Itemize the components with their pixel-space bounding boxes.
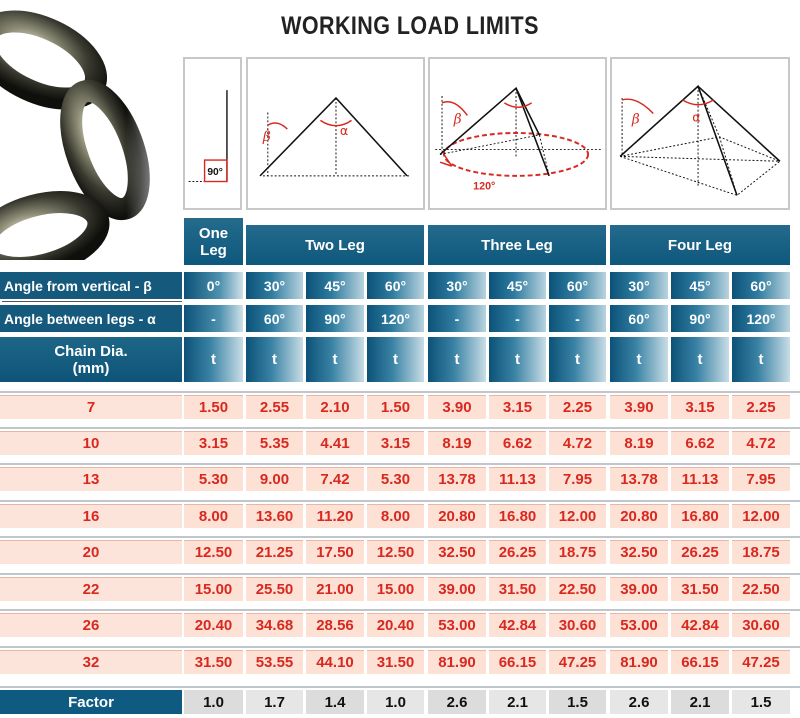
header-four-leg: Four Leg: [610, 225, 790, 265]
load-value-cell: 12.00: [732, 504, 790, 528]
chain-diameter-cell: 13: [0, 467, 182, 491]
angle-120-label: 120°: [473, 180, 496, 193]
load-value-cell: 12.00: [549, 504, 606, 528]
factor-cell: 2.1: [489, 690, 546, 714]
load-value-cell: 5.30: [367, 467, 424, 491]
factor-cell: 1.4: [306, 690, 364, 714]
factor-cell: 1.7: [246, 690, 303, 714]
load-value-cell: 12.50: [367, 540, 424, 564]
load-value-cell: 32.50: [428, 540, 486, 564]
load-value-cell: 11.13: [671, 467, 729, 491]
chain-diameter-cell: 16: [0, 504, 182, 528]
header-one-leg: One Leg: [184, 218, 243, 265]
load-value-cell: 32.50: [610, 540, 668, 564]
load-value-cell: 30.60: [549, 613, 606, 637]
load-value-cell: 5.35: [246, 431, 303, 455]
load-value-cell: 6.62: [671, 431, 729, 455]
unit-cell: t: [549, 337, 606, 382]
angle-vertical-cell: 45°: [671, 272, 729, 299]
load-value-cell: 20.40: [184, 613, 243, 637]
row-band: [0, 500, 800, 502]
angle-between-cell: -: [184, 305, 243, 332]
unit-cell: t: [610, 337, 668, 382]
load-value-cell: 3.90: [610, 395, 668, 419]
load-value-cell: 31.50: [671, 577, 729, 601]
load-value-cell: 47.25: [732, 650, 790, 674]
angle-between-cell: 120°: [367, 305, 424, 332]
row-band: [0, 427, 800, 429]
load-value-cell: 28.56: [306, 613, 364, 637]
angle-vertical-cell: 30°: [428, 272, 486, 299]
alpha-symbol-4: α: [692, 109, 701, 125]
unit-cell: t: [428, 337, 486, 382]
header-chain-diameter: [0, 337, 182, 382]
angle-between-cell: -: [489, 305, 546, 332]
unit-cell: t: [732, 337, 790, 382]
factor-cell: 1.0: [367, 690, 424, 714]
row-separator: [2, 301, 182, 302]
beta-symbol: β: [262, 128, 271, 145]
factor-cell: 1.5: [549, 690, 606, 714]
load-value-cell: 2.55: [246, 395, 303, 419]
angle-between-cell: 90°: [306, 305, 364, 332]
load-value-cell: 66.15: [671, 650, 729, 674]
factor-cell: 2.1: [671, 690, 729, 714]
load-value-cell: 16.80: [671, 504, 729, 528]
four-leg-diagram: [610, 57, 790, 210]
unit-cell: t: [246, 337, 303, 382]
load-value-cell: 81.90: [428, 650, 486, 674]
load-value-cell: 20.80: [610, 504, 668, 528]
load-value-cell: 53.00: [610, 613, 668, 637]
load-value-cell: 53.00: [428, 613, 486, 637]
angle-vertical-cell: 45°: [489, 272, 546, 299]
label-angle-between-legs: Angle between legs - α: [0, 305, 182, 332]
load-value-cell: 25.50: [246, 577, 303, 601]
load-value-cell: 7.42: [306, 467, 364, 491]
load-value-cell: 21.25: [246, 540, 303, 564]
load-value-cell: 42.84: [489, 613, 546, 637]
chain-dia-label: Chain Dia.: [54, 342, 128, 360]
beta-symbol-3: β: [453, 111, 462, 128]
load-value-cell: 39.00: [610, 577, 668, 601]
angle-vertical-cell: 30°: [610, 272, 668, 299]
row-band: [0, 391, 800, 393]
load-value-cell: 8.19: [428, 431, 486, 455]
load-value-cell: 3.15: [489, 395, 546, 419]
load-value-cell: 31.50: [367, 650, 424, 674]
angle-vertical-cell: 60°: [367, 272, 424, 299]
load-value-cell: 3.15: [184, 431, 243, 455]
row-band: [0, 463, 800, 465]
chain-diameter-cell: 32: [0, 650, 182, 674]
load-value-cell: 4.72: [732, 431, 790, 455]
chain-diameter-cell: 22: [0, 577, 182, 601]
angle-vertical-cell: 60°: [732, 272, 790, 299]
header-two-leg: Two Leg: [246, 225, 424, 265]
chain-diameter-cell: 20: [0, 540, 182, 564]
load-value-cell: 18.75: [549, 540, 606, 564]
unit-cell: t: [184, 337, 243, 382]
beta-symbol-4: β: [631, 111, 640, 128]
load-value-cell: 22.50: [549, 577, 606, 601]
load-value-cell: 21.00: [306, 577, 364, 601]
factor-cell: 2.6: [610, 690, 668, 714]
header-three-leg: Three Leg: [428, 225, 606, 265]
angle-vertical-cell: 60°: [549, 272, 606, 299]
row-band: [0, 646, 800, 648]
factor-cell: 2.6: [428, 690, 486, 714]
angle-between-cell: 90°: [671, 305, 729, 332]
load-value-cell: 81.90: [610, 650, 668, 674]
angle-vertical-cell: 30°: [246, 272, 303, 299]
angle-between-cell: 60°: [246, 305, 303, 332]
load-value-cell: 20.40: [367, 613, 424, 637]
load-value-cell: 13.78: [610, 467, 668, 491]
load-value-cell: 20.80: [428, 504, 486, 528]
load-value-cell: 31.50: [489, 577, 546, 601]
two-leg-diagram: [246, 57, 425, 210]
load-value-cell: 8.00: [367, 504, 424, 528]
load-value-cell: 2.25: [549, 395, 606, 419]
unit-cell: t: [489, 337, 546, 382]
load-value-cell: 16.80: [489, 504, 546, 528]
three-leg-diagram: [428, 57, 607, 210]
factor-cell: 1.5: [732, 690, 790, 714]
angle-vertical-cell: 45°: [306, 272, 364, 299]
load-value-cell: 42.84: [671, 613, 729, 637]
load-value-cell: 7.95: [732, 467, 790, 491]
load-value-cell: 6.62: [489, 431, 546, 455]
factor-cell: 1.0: [184, 690, 243, 714]
load-value-cell: 8.00: [184, 504, 243, 528]
angle-between-cell: 120°: [732, 305, 790, 332]
load-value-cell: 1.50: [184, 395, 243, 419]
load-value-cell: 13.78: [428, 467, 486, 491]
unit-cell: t: [306, 337, 364, 382]
chain-diameter-cell: 26: [0, 613, 182, 637]
angle-between-cell: -: [549, 305, 606, 332]
unit-cell: t: [367, 337, 424, 382]
load-value-cell: 2.10: [306, 395, 364, 419]
angle-between-cell: -: [428, 305, 486, 332]
load-value-cell: 7.95: [549, 467, 606, 491]
load-value-cell: 31.50: [184, 650, 243, 674]
angle-vertical-cell: 0°: [184, 272, 243, 299]
chain-diameter-cell: 10: [0, 431, 182, 455]
load-value-cell: 66.15: [489, 650, 546, 674]
chain-illustration: [0, 0, 180, 260]
load-value-cell: 34.68: [246, 613, 303, 637]
row-band: [0, 686, 800, 688]
load-value-cell: 1.50: [367, 395, 424, 419]
load-value-cell: 11.20: [306, 504, 364, 528]
load-value-cell: 47.25: [549, 650, 606, 674]
load-value-cell: 15.00: [184, 577, 243, 601]
row-band: [0, 609, 800, 611]
row-band: [0, 573, 800, 575]
load-value-cell: 3.90: [428, 395, 486, 419]
load-value-cell: 2.25: [732, 395, 790, 419]
load-value-cell: 13.60: [246, 504, 303, 528]
load-value-cell: 18.75: [732, 540, 790, 564]
load-value-cell: 3.15: [671, 395, 729, 419]
angle-between-cell: 60°: [610, 305, 668, 332]
load-value-cell: 26.25: [489, 540, 546, 564]
chain-dia-unit: (mm): [72, 359, 110, 377]
load-value-cell: 4.41: [306, 431, 364, 455]
load-value-cell: 11.13: [489, 467, 546, 491]
load-value-cell: 15.00: [367, 577, 424, 601]
load-value-cell: 8.19: [610, 431, 668, 455]
row-band: [0, 536, 800, 538]
load-value-cell: 39.00: [428, 577, 486, 601]
load-value-cell: 44.10: [306, 650, 364, 674]
load-value-cell: 9.00: [246, 467, 303, 491]
one-leg-diagram: [183, 57, 242, 210]
alpha-symbol: α: [339, 122, 349, 138]
load-value-cell: 30.60: [732, 613, 790, 637]
load-value-cell: 5.30: [184, 467, 243, 491]
chain-diameter-cell: 7: [0, 395, 182, 419]
page-title: WORKING LOAD LIMITS: [281, 12, 539, 40]
load-value-cell: 4.72: [549, 431, 606, 455]
label-angle-from-vertical: Angle from vertical - β: [0, 272, 182, 299]
load-value-cell: 3.15: [367, 431, 424, 455]
load-value-cell: 26.25: [671, 540, 729, 564]
load-value-cell: 17.50: [306, 540, 364, 564]
unit-cell: t: [671, 337, 729, 382]
load-value-cell: 53.55: [246, 650, 303, 674]
load-value-cell: 12.50: [184, 540, 243, 564]
load-value-cell: 22.50: [732, 577, 790, 601]
factor-label: Factor: [0, 690, 182, 714]
angle-90-label: 90°: [207, 166, 223, 178]
